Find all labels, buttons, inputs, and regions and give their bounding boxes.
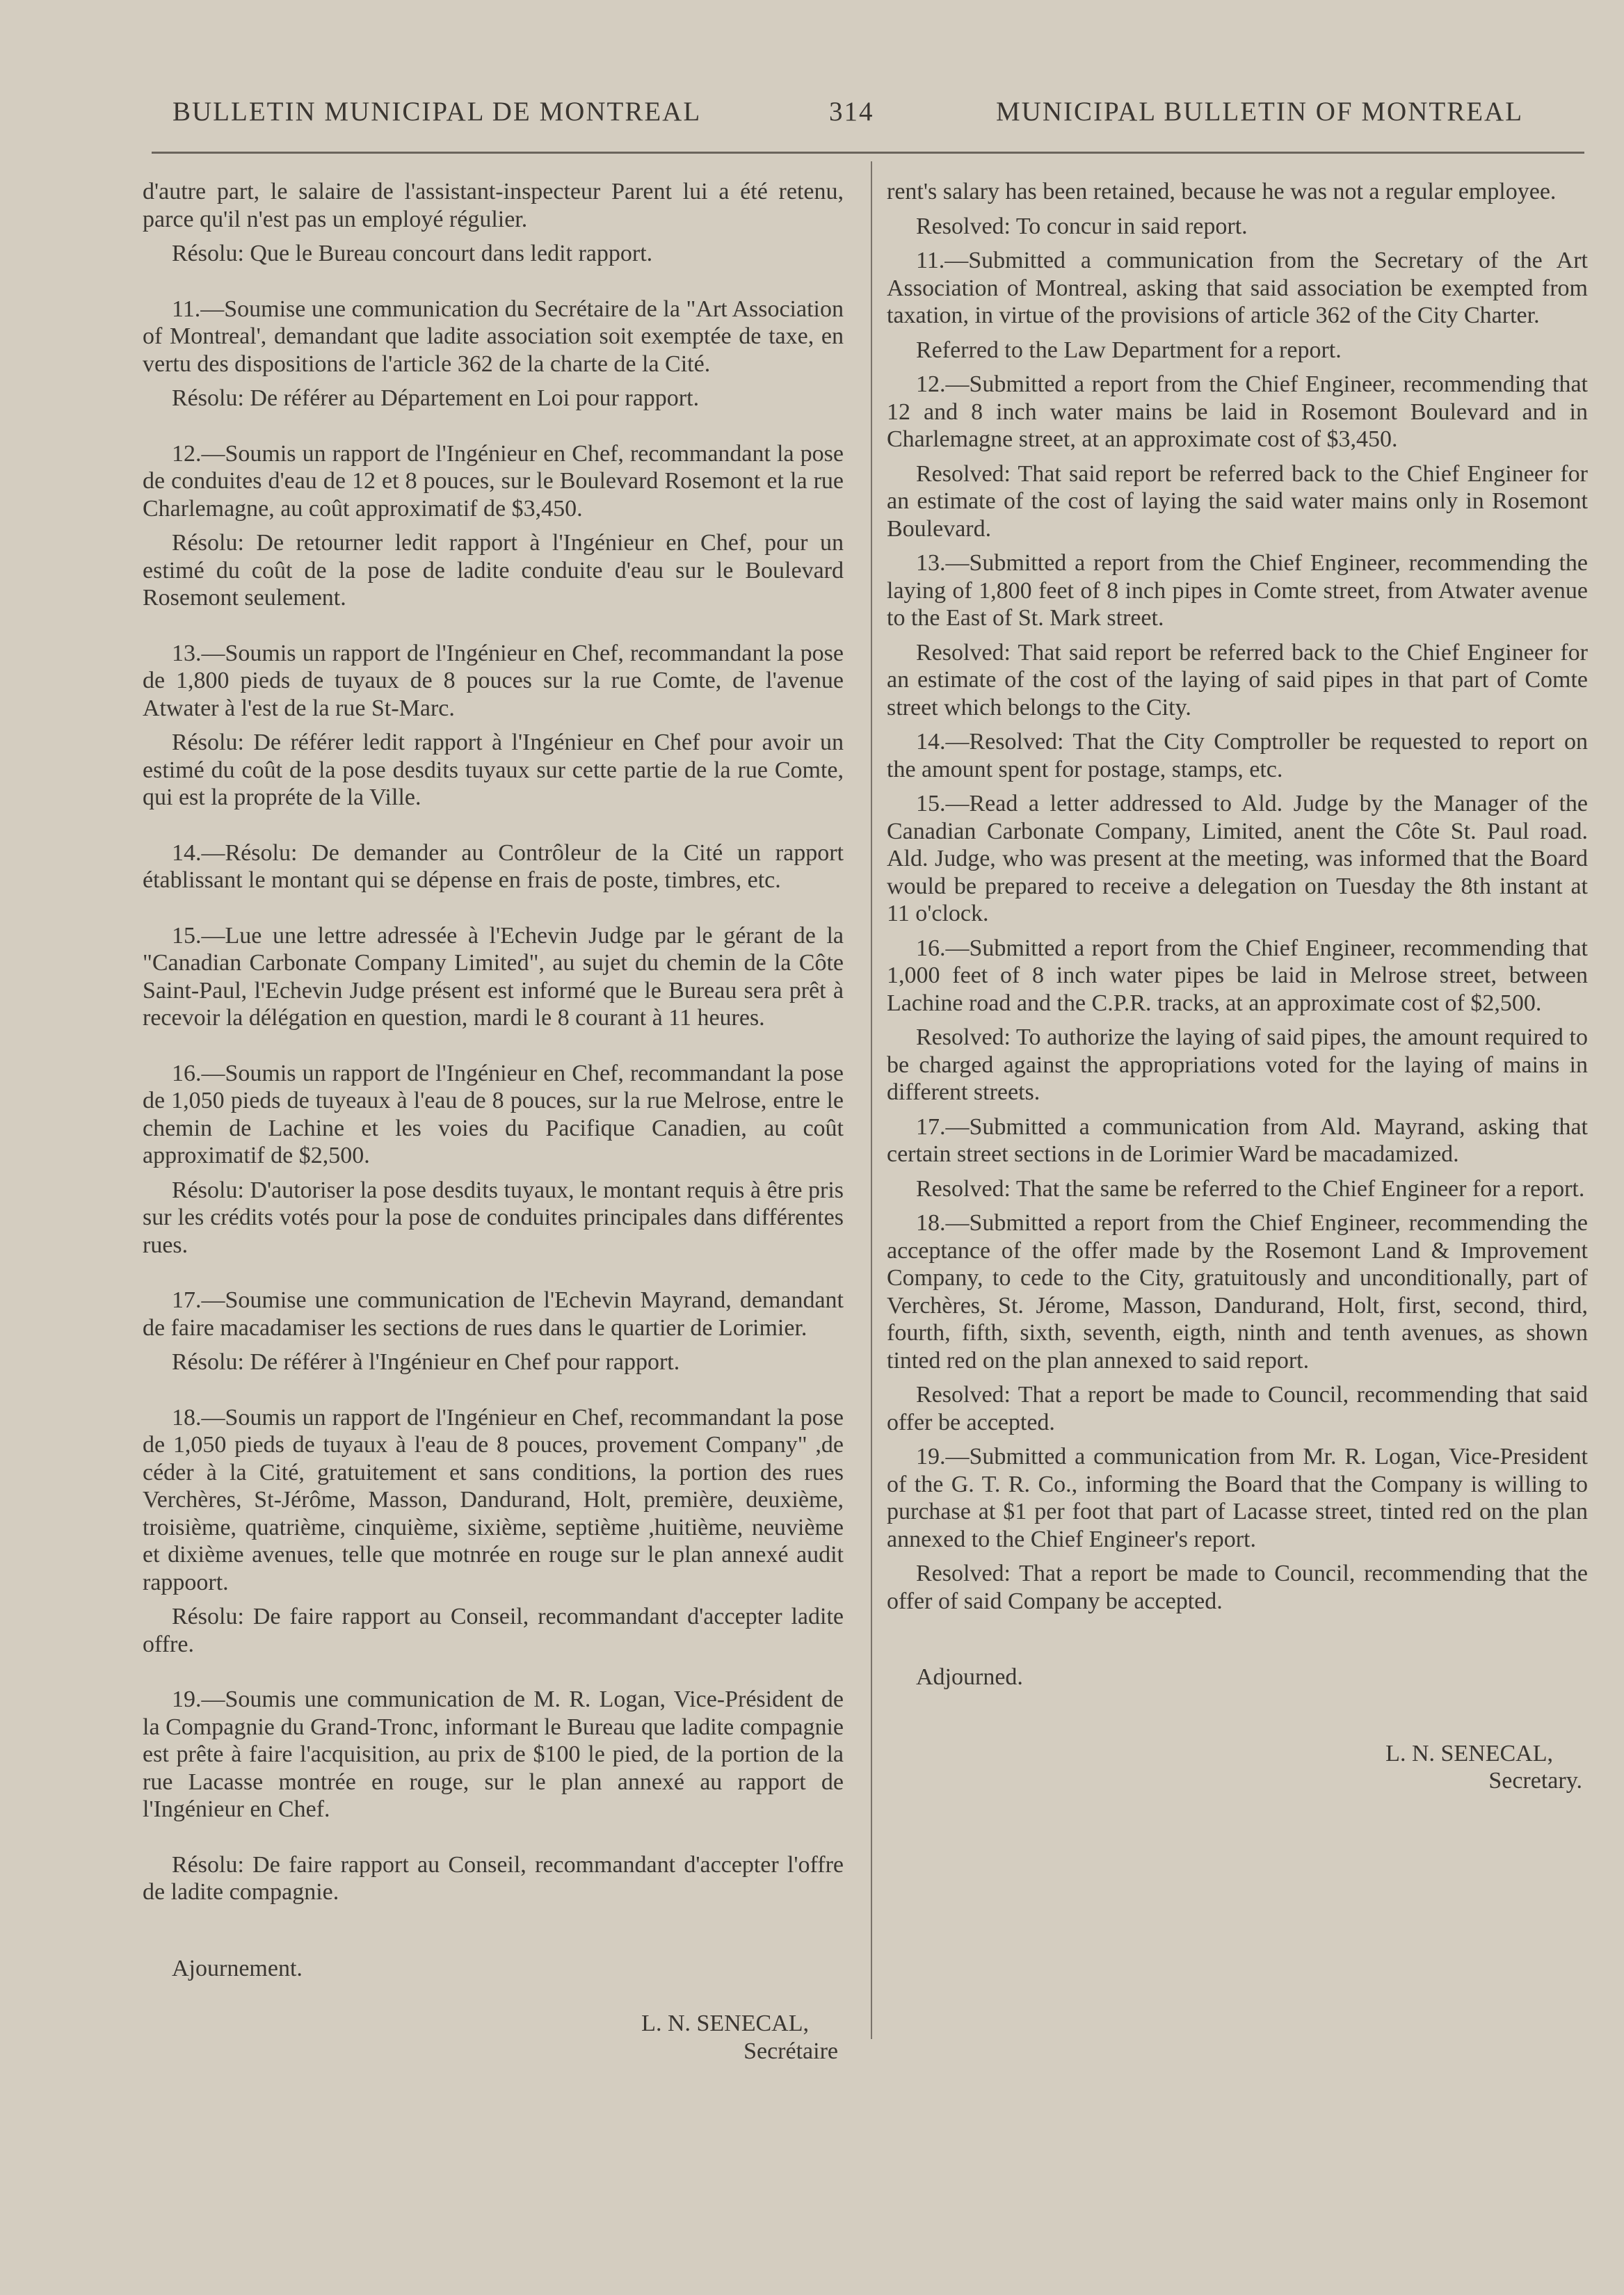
en-resolution: Resolved: That a report be made to Council, recommending that the offer of said Company be accepted. xyxy=(887,1561,1588,1614)
fr-item-17: 17.—Soumise une communication de l'Echevin Mayrand, demandant de faire macadamiser les sections de rues dans le quartier de Lorimier. xyxy=(143,1287,844,1341)
en-resolution: Resolved: That the same be referred to the Chief Engineer for a report. xyxy=(916,1175,1585,1202)
english-column xyxy=(887,178,1588,1795)
fr-signature-name: L. N. SENECAL, xyxy=(641,2011,809,2036)
en-signature-name: L. N. SENECAL, xyxy=(1385,1740,1553,1766)
fr-item-18: 18.—Soumis un rapport de l'Ingénieur en Chef, recommandant la pose de 1,050 pieds de tuyaux à l'eau de 8 pouces, provement Company" ,de céder à la Cité, gratuitement et sans conditions, la portion des rues Verchères, St-Jérôme, Masson, Dandurand, Holt, première, deuxième, troisième, quatrième, cinquième, sixième, septième ,huitième, neuvième et dixième avenues, telle que motnrée en rouge sur le plan annexé audit rappoort. xyxy=(143,1404,844,1595)
en-item-18: 18.—Submitted a report from the Chief Engineer, recommending the acceptance of the offer made by the Rosemont Land & Improvement Company, to cede to the City, gratuitously and unconditionally, part of Verchères, St. Jérome, Masson, Dandurand, Holt, first, second, third, fourth, fifth, sixth, seventh, eigth, ninth and tenth avenues, as shown tinted red on the plan annexed to said report. xyxy=(887,1210,1588,1374)
fr-item-15: 15.—Lue une lettre adressée à l'Echevin Judge par le gérant de la "Canadian Carbonate Company Limited", au sujet du chemin de la Côte Saint-Paul, l'Echevin Judge présent est informé que le Bureau sera prêt à recevoir la délégation en question, mardi le 8 courant à 11 heures. xyxy=(143,922,844,1031)
en-resolution: Resolved: That a report be made to Council, recommending that said offer be accepted. xyxy=(887,1382,1588,1435)
en-item-15: 15.—Read a letter addressed to Ald. Judge by the Manager of the Canadian Carbonate Company, Limited, anent the Côte St. Paul road. Ald. Judge, who was present at the meeting, was informed that the Board would be prepared to receive a delegation on Tuesday the 8th instant at 11 o'clock. xyxy=(887,791,1588,926)
en-item-16: 16.—Submitted a report from the Chief Engineer, recommending that 1,000 feet of 8 inch water pipes be laid in Melrose street, between Lachine road and the C.P.R. tracks, at an approximate cost of $2,500. xyxy=(887,935,1588,1016)
fr-adjournment: Ajournement. xyxy=(172,1955,303,1981)
en-signature-title: Secretary. xyxy=(1488,1768,1582,1794)
fr-resolution: Résolu: De référer à l'Ingénieur en Chef pour rapport. xyxy=(172,1349,680,1375)
fr-item-19: 19.—Soumis une communication de M. R. Logan, Vice-Président de la Compagnie du Grand-Tronc, informant le Bureau que ladite compagnie est prête à faire l'acquisition, au prix de $100 le pied, de la portion de la rue Lacasse montrée en rouge, sur le plan annexé au rapport de l'Ingénieur en Chef. xyxy=(143,1686,844,1822)
header-french-title: BULLETIN MUNICIPAL DE MONTREAL xyxy=(172,97,702,127)
fr-item-11: 11.—Soumise une communication du Secrétaire de la "Art Association of Montreal', demandant que ladite association soit exemptée de taxe, en vertu des dispositions de l'article 362 de la charte de la Cité. xyxy=(143,296,844,377)
french-column xyxy=(143,178,844,2065)
fr-item-14: 14.—Résolu: De demander au Contrôleur de la Cité un rapport établissant le montant qui se dépense en frais de poste, timbres, etc. xyxy=(143,839,844,893)
fr-resolution: Résolu: De faire rapport au Conseil, recommandant d'accepter l'offre de ladite compagnie. xyxy=(143,1851,844,1905)
en-adjournment: Adjourned. xyxy=(916,1664,1023,1690)
en-resolution: Resolved: To concur in said report. xyxy=(916,213,1248,239)
en-resolution: Resolved: That said report be referred back to the Chief Engineer for an estimate of the cost of the laying of said pipes in that part of Comte street which belongs to the City. xyxy=(887,639,1588,720)
fr-item-12: 12.—Soumis un rapport de l'Ingénieur en Chef, recommandant la pose de conduites d'eau de 12 et 8 pouces, sur le Boulevard Rosemont et la rue Charlemagne, au coût approximatif de $3,450. xyxy=(143,440,844,522)
fr-resolution: Résolu: D'autoriser la pose desdits tuyaux, le montant requis à être pris sur les crédits votés pour la pose de conduites principales dans différentes rues. xyxy=(143,1177,844,1258)
fr-paragraph: d'autre part, le salaire de l'assistant-inspecteur Parent lui a été retenu, parce qu'il n'est pas un employé régulier. xyxy=(143,179,844,232)
en-item-13: 13.—Submitted a report from the Chief Engineer, recommending the laying of 1,800 feet of 8 inch pipes in Comte street, from Atwater avenue to the East of St. Mark street. xyxy=(887,550,1588,631)
fr-resolution: Résolu: De faire rapport au Conseil, recommandant d'accepter ladite offre. xyxy=(143,1604,844,1657)
header-rule xyxy=(152,152,1584,154)
fr-signature-title: Secrétaire xyxy=(743,2038,838,2064)
en-item-17: 17.—Submitted a communication from Ald. Mayrand, asking that certain street sections in de Lorimier Ward be macadamized. xyxy=(887,1113,1588,1167)
fr-resolution: Résolu: De retourner ledit rapport à l'Ingénieur en Chef, pour un estimé du coût de la pose de ladite conduite d'eau sur le Boulevard Rosemont seulement. xyxy=(143,530,844,611)
fr-resolution: Résolu: Que le Bureau concourt dans ledit rapport. xyxy=(172,241,653,266)
page-number: 314 xyxy=(829,97,874,127)
en-item-11: 11.—Submitted a communication from the Secretary of the Art Association of Montreal, asking that said association be exempted from taxation, in virtue of the provisions of article 362 of the City Charter. xyxy=(887,248,1588,328)
en-item-12: 12.—Submitted a report from the Chief Engineer, recommending that 12 and 8 inch water mains be laid in Rosemont Boulevard and in Charlemagne street, at an approximate cost of $3,450. xyxy=(887,371,1588,452)
en-resolution: Resolved: To authorize the laying of said pipes, the amount required to be charged against the appropriations voted for the laying of mains in different streets. xyxy=(887,1024,1588,1105)
column-divider xyxy=(871,161,872,2039)
fr-resolution: Résolu: De référer au Département en Loi pour rapport. xyxy=(172,385,700,411)
en-paragraph: rent's salary has been retained, because he was not a regular employee. xyxy=(887,179,1557,204)
header-english-title: MUNICIPAL BULLETIN OF MONTREAL xyxy=(996,97,1524,127)
en-item-14: 14.—Resolved: That the City Comptroller be requested to report on the amount spent for postage, stamps, etc. xyxy=(887,729,1588,782)
en-item-19: 19.—Submitted a communication from Mr. R. Logan, Vice-President of the G. T. R. Co., informing the Board that the Company is willing to purchase at $1 per foot that part of Lacasse street, tinted red on the plan annexed to the Chief Engineer's report. xyxy=(887,1444,1588,1552)
fr-item-13: 13.—Soumis un rapport de l'Ingénieur en Chef, recommandant la pose de 1,800 pieds de tuyaux de 8 pouces sur la rue Comte, de l'avenue Atwater à l'est de la rue St-Marc. xyxy=(143,640,844,721)
en-resolution: Resolved: That said report be referred back to the Chief Engineer for an estimate of the cost of laying the said water mains only in Rosemont Boulevard. xyxy=(887,460,1588,542)
fr-item-16: 16.—Soumis un rapport de l'Ingénieur en Chef, recommandant la pose de 1,050 pieds de tuyeaux à l'eau de 8 pouces, sur la rue Melrose, entre le chemin de Lachine et les voies du Pacifique Canadien, au coût approximatif de $2,500. xyxy=(143,1060,844,1168)
fr-resolution: Résolu: De référer ledit rapport à l'Ingénieur en Chef pour avoir un estimé du coût de la pose desdits tuyaux sur cette partie de la rue Comte, qui est la propréte de la Ville. xyxy=(143,730,844,810)
en-resolution: Referred to the Law Department for a report. xyxy=(916,337,1342,363)
